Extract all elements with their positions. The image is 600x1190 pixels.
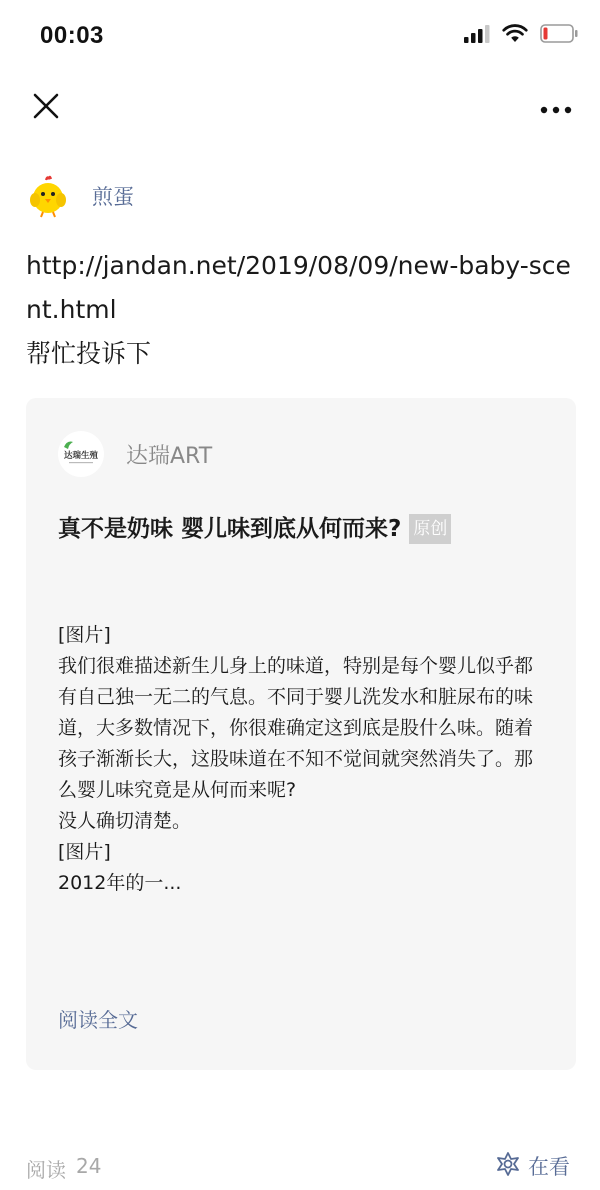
source-logo xyxy=(58,431,104,477)
article-title xyxy=(58,502,538,556)
article-title-text: 真不是奶味 婴儿味到底从何而来? xyxy=(58,516,402,542)
more-button[interactable] xyxy=(536,88,576,128)
excerpt-line: 2012年的一... xyxy=(58,872,182,894)
source-name: 达瑞ART xyxy=(126,443,213,469)
article-excerpt xyxy=(58,620,548,899)
post-text xyxy=(26,244,576,376)
more-icon xyxy=(540,99,572,118)
cellular-signal-icon xyxy=(464,25,490,47)
chick-icon[interactable] xyxy=(26,174,70,218)
excerpt-line: 没人确切清楚。 xyxy=(58,810,192,832)
close-button[interactable] xyxy=(26,88,66,128)
source-logo-text: 达瑞生殖 xyxy=(63,450,99,460)
status-time: 00:03 xyxy=(40,22,104,49)
close-icon xyxy=(33,93,59,123)
wow-button[interactable] xyxy=(494,1150,570,1182)
excerpt-line: 我们很难描述新生儿身上的味道，特别是每个婴儿似乎都有自己独一无二的气息。不同于婴儿洗发水和脏尿布的味道，大多数情况下，你很难确定这到底是股什么味。随着孩子渐渐长大，这股味道在不知不觉间就突然消失了。那么婴儿味究竟是从何而来呢? xyxy=(58,655,534,801)
author-name[interactable]: 煎蛋 xyxy=(92,185,134,209)
read-count-value: 24 xyxy=(76,1154,102,1178)
wow-label[interactable]: 在看 xyxy=(528,1155,570,1179)
author-row[interactable] xyxy=(26,172,134,220)
post-link-text: http://jandan.net/2019/08/09/new-baby-scent.html xyxy=(26,251,571,324)
card-source xyxy=(58,430,212,478)
post-message: 帮忙投诉下 xyxy=(26,339,152,368)
read-count xyxy=(26,1154,101,1183)
original-badge: 原创 xyxy=(409,514,451,544)
read-full-article-link[interactable]: 阅读全文 xyxy=(58,1008,138,1032)
nav-bar xyxy=(0,80,600,136)
status-bar xyxy=(0,0,600,72)
status-icons xyxy=(464,24,578,47)
excerpt-line: [图片] xyxy=(58,841,111,863)
excerpt-line: [图片] xyxy=(58,624,111,646)
read-count-label: 阅读 xyxy=(26,1158,66,1182)
battery-icon xyxy=(540,24,578,47)
shared-article-card[interactable] xyxy=(26,398,576,1070)
wow-flower-icon xyxy=(494,1150,522,1182)
wifi-icon xyxy=(502,24,528,47)
